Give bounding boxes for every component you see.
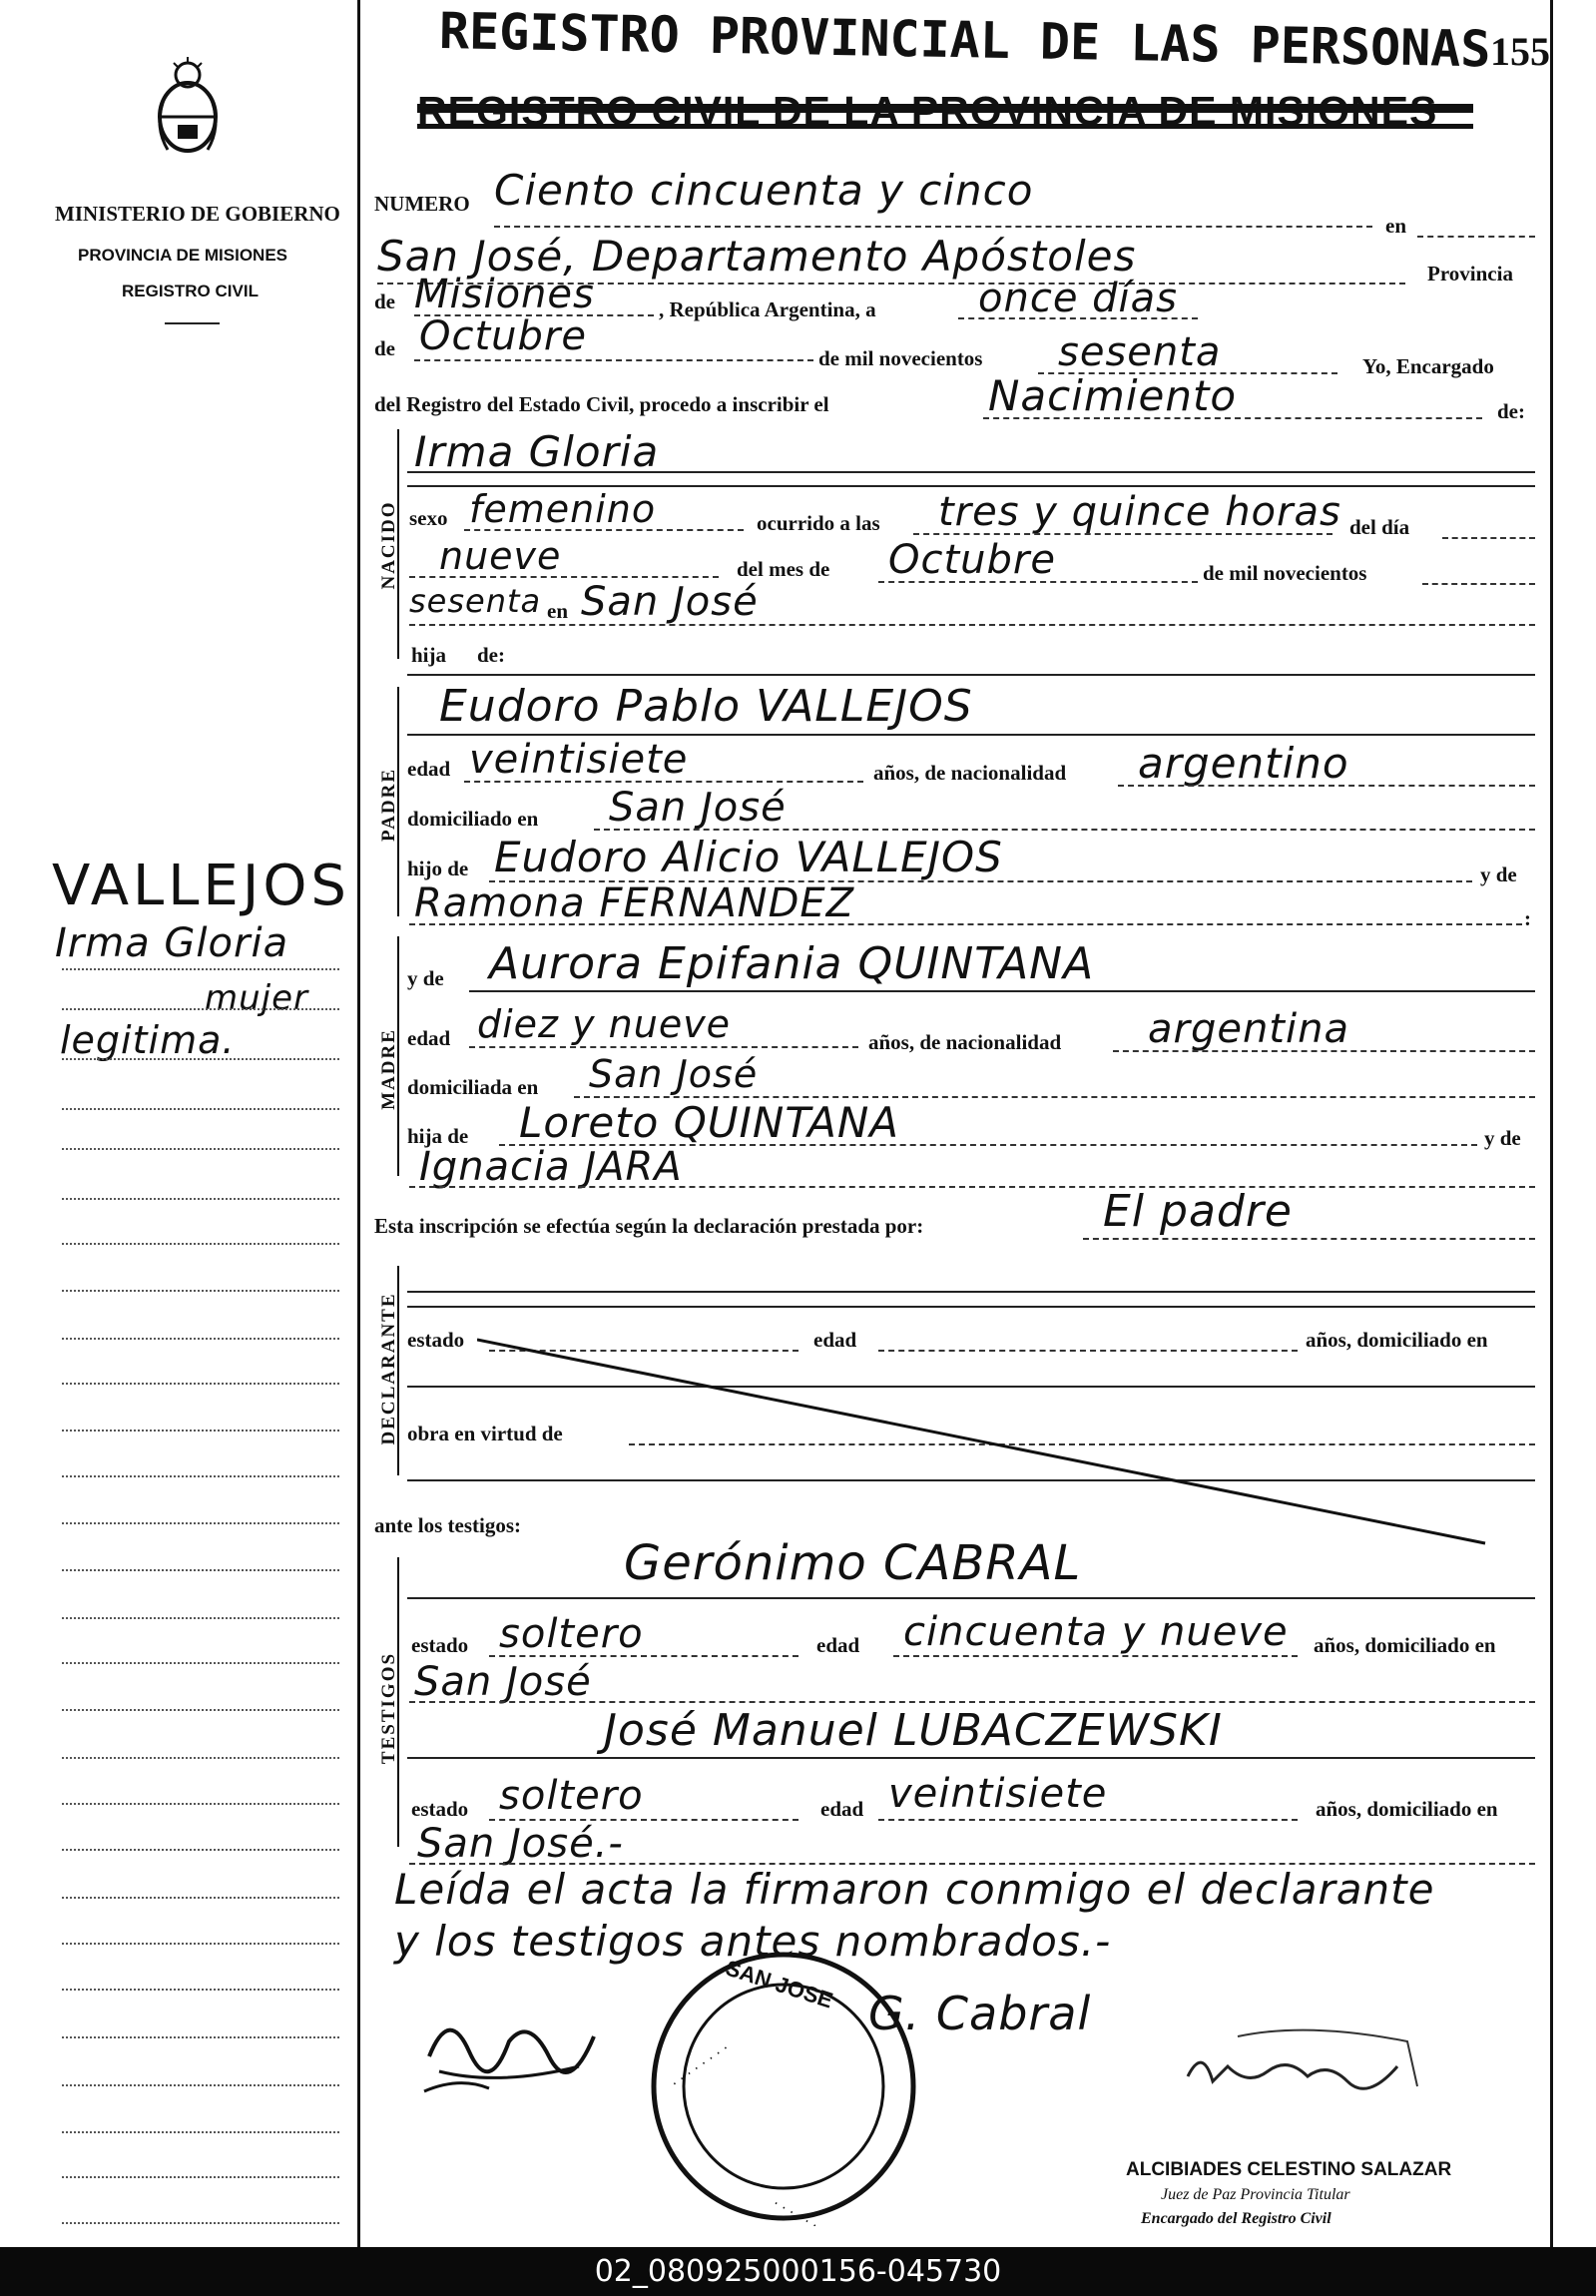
declaracion-label: Esta inscripción se efectúa según la declaración prestada por: xyxy=(374,1214,924,1238)
sexo-label: sexo xyxy=(409,506,448,530)
del-dia-label: del día xyxy=(1349,515,1410,539)
margin-note-name: Irma Gloria xyxy=(55,920,289,966)
closing-line-1: Leída el acta la firmaron conmigo el declarante xyxy=(394,1865,1435,1914)
declarante-label: DECLARANTE xyxy=(378,1292,399,1445)
ante-testigos-label: ante los testigos: xyxy=(374,1513,521,1537)
nacido-month-value: Octubre xyxy=(888,537,1056,583)
province-subtitle: PROVINCIA DE MISIONES xyxy=(78,246,288,265)
declaracion-value: El padre xyxy=(1103,1186,1293,1237)
madre-parent2: Ignacia JARA xyxy=(419,1144,683,1190)
nacido-day-value: nueve xyxy=(439,534,562,578)
padre-parent1: Eudoro Alicio VALLEJOS xyxy=(494,833,1003,881)
padre-parent2: Ramona FERNANDEZ xyxy=(414,880,855,926)
madre-hija-label: hija de xyxy=(407,1124,469,1148)
w2-name: José Manuel LUBACZEWSKI xyxy=(604,1705,1223,1756)
hija-de-label: de: xyxy=(477,643,505,667)
margin-note-legitima: legitima. xyxy=(60,1018,236,1062)
year-label: de mil novecientos xyxy=(818,346,983,370)
w1-name: Gerónimo CABRAL xyxy=(624,1535,1082,1591)
de-colon-label: de: xyxy=(1497,399,1525,423)
w2-estado-value: soltero xyxy=(499,1773,644,1819)
madre-nacionalidad-value: argentina xyxy=(1148,1006,1349,1052)
year-value: sesenta xyxy=(1058,329,1222,375)
w1-domicilio-value: San José xyxy=(414,1659,592,1705)
provincia-label: Provincia xyxy=(1427,262,1513,286)
declarante-obra-label: obra en virtud de xyxy=(407,1422,563,1445)
de-label-2: de xyxy=(374,336,395,360)
madre-y-de2-label: y de xyxy=(1484,1126,1521,1150)
header-divider xyxy=(165,322,220,324)
padre-domicilio-value: San José xyxy=(609,785,787,831)
officer-signature xyxy=(1178,2026,1437,2116)
padre-label: PADRE xyxy=(378,767,399,843)
witness-signature: G. Cabral xyxy=(868,1987,1092,2040)
w2-estado-label: estado xyxy=(411,1797,469,1821)
madre-nacionalidad-label: años, de nacionalidad xyxy=(868,1030,1062,1054)
w2-domicilio-label: años, domiciliado en xyxy=(1316,1797,1498,1821)
document-title: REGISTRO PROVINCIAL DE LAS PERSONAS xyxy=(438,2,1491,79)
padre-edad-value: veintisiete xyxy=(469,737,689,783)
madre-domicilio-label: domiciliada en xyxy=(407,1075,539,1099)
w1-edad-value: cincuenta y nueve xyxy=(903,1609,1289,1655)
madre-domicilio-value: San José xyxy=(589,1052,759,1096)
padre-hijo-label: hijo de xyxy=(407,857,469,880)
yo-label: Yo, Encargado xyxy=(1362,354,1494,378)
place-value: San José, Departamento Apóstoles xyxy=(377,232,1137,281)
padre-edad-label: edad xyxy=(407,757,451,781)
w2-domicilio-value: San José.- xyxy=(417,1821,624,1867)
nacido-en-label: en xyxy=(547,599,568,623)
nacido-place-value: San José xyxy=(581,579,759,625)
footer-code: 02_080925000156-045730 xyxy=(0,2247,1596,2296)
day-value: once días xyxy=(978,276,1178,321)
de-label-1: de xyxy=(374,289,395,313)
registro-label: del Registro del Estado Civil, procedo a inscribir el xyxy=(374,392,829,416)
padre-colon: : xyxy=(1524,906,1531,930)
w1-edad-label: edad xyxy=(816,1633,860,1657)
ocurrido-label: ocurrido a las xyxy=(757,511,880,535)
ministry-title: MINISTERIO DE GOBIERNO xyxy=(55,202,340,226)
hija-label: hija xyxy=(411,643,447,667)
declarante-estado-label: estado xyxy=(407,1328,465,1352)
sexo-value: femenino xyxy=(469,487,657,531)
madre-edad-value: diez y nueve xyxy=(477,1002,732,1046)
padre-y-de-label: y de xyxy=(1480,862,1517,886)
time-value: tres y quince horas xyxy=(938,489,1341,535)
strike-bar-2 xyxy=(417,124,1473,129)
declarante-domicilio-label: años, domiciliado en xyxy=(1306,1328,1488,1352)
margin-note-mujer: mujer xyxy=(205,978,309,1018)
nacido-name: Irma Gloria xyxy=(414,427,660,476)
month-value: Octubre xyxy=(419,313,587,359)
cancel-line xyxy=(477,1338,1495,1547)
numero-value: Ciento cincuenta y cinco xyxy=(494,166,1034,215)
w2-edad-value: veintisiete xyxy=(888,1771,1108,1817)
closing-line-2: y los testigos antes nombrados.- xyxy=(394,1917,1112,1966)
officer-title-2: Encargado del Registro Civil xyxy=(1141,2210,1331,2227)
del-mes-label: del mes de xyxy=(737,557,830,581)
declarante-edad-label: edad xyxy=(813,1328,857,1352)
coat-of-arms-icon xyxy=(148,55,228,165)
svg-text:· · · · · · · ·: · · · · · · · · xyxy=(668,2040,733,2092)
w1-domicilio-label: años, domiciliado en xyxy=(1314,1633,1496,1657)
madre-edad-label: edad xyxy=(407,1026,451,1050)
nacido-label: NACIDO xyxy=(378,500,399,590)
registry-subtitle: REGISTRO CIVIL xyxy=(122,282,259,300)
nacido-year-value: sesenta xyxy=(409,582,542,620)
nacido-year-label: de mil novecientos xyxy=(1203,561,1367,585)
officer-name: ALCIBIADES CELESTINO SALAZAR xyxy=(1126,2159,1452,2180)
svg-text:· · · · · ·: · · · · · · xyxy=(770,2195,820,2226)
madre-label: MADRE xyxy=(378,1028,399,1110)
numero-label: NUMERO xyxy=(374,192,470,216)
stamp-text: SAN JOSE xyxy=(723,1955,836,2013)
republica-label: , República Argentina, a xyxy=(659,297,876,321)
strike-bar xyxy=(417,104,1473,113)
w2-edad-label: edad xyxy=(820,1797,864,1821)
madre-parent1: Loreto QUINTANA xyxy=(519,1098,900,1147)
testigos-label: TESTIGOS xyxy=(378,1651,399,1765)
padre-nacionalidad-value: argentino xyxy=(1138,739,1349,788)
en-label: en xyxy=(1385,214,1406,238)
padre-name: Eudoro Pablo VALLEJOS xyxy=(439,681,973,732)
padre-nacionalidad-label: años, de nacionalidad xyxy=(873,761,1067,785)
page-number: 155 xyxy=(1490,29,1550,74)
w1-estado-label: estado xyxy=(411,1633,469,1657)
w1-estado-value: soltero xyxy=(499,1611,644,1657)
officer-title-1: Juez de Paz Provincia Titular xyxy=(1161,2186,1350,2203)
province-value: Misiones xyxy=(414,272,595,317)
act-value: Nacimiento xyxy=(988,371,1238,420)
padre-domicilio-label: domiciliado en xyxy=(407,807,539,831)
margin-note-surname: VALLEJOS xyxy=(52,854,350,918)
madre-name: Aurora Epifania QUINTANA xyxy=(489,938,1095,989)
main-left-border xyxy=(357,0,360,2247)
main-right-border xyxy=(1550,0,1553,2247)
madre-y-de-label: y de xyxy=(407,966,444,990)
